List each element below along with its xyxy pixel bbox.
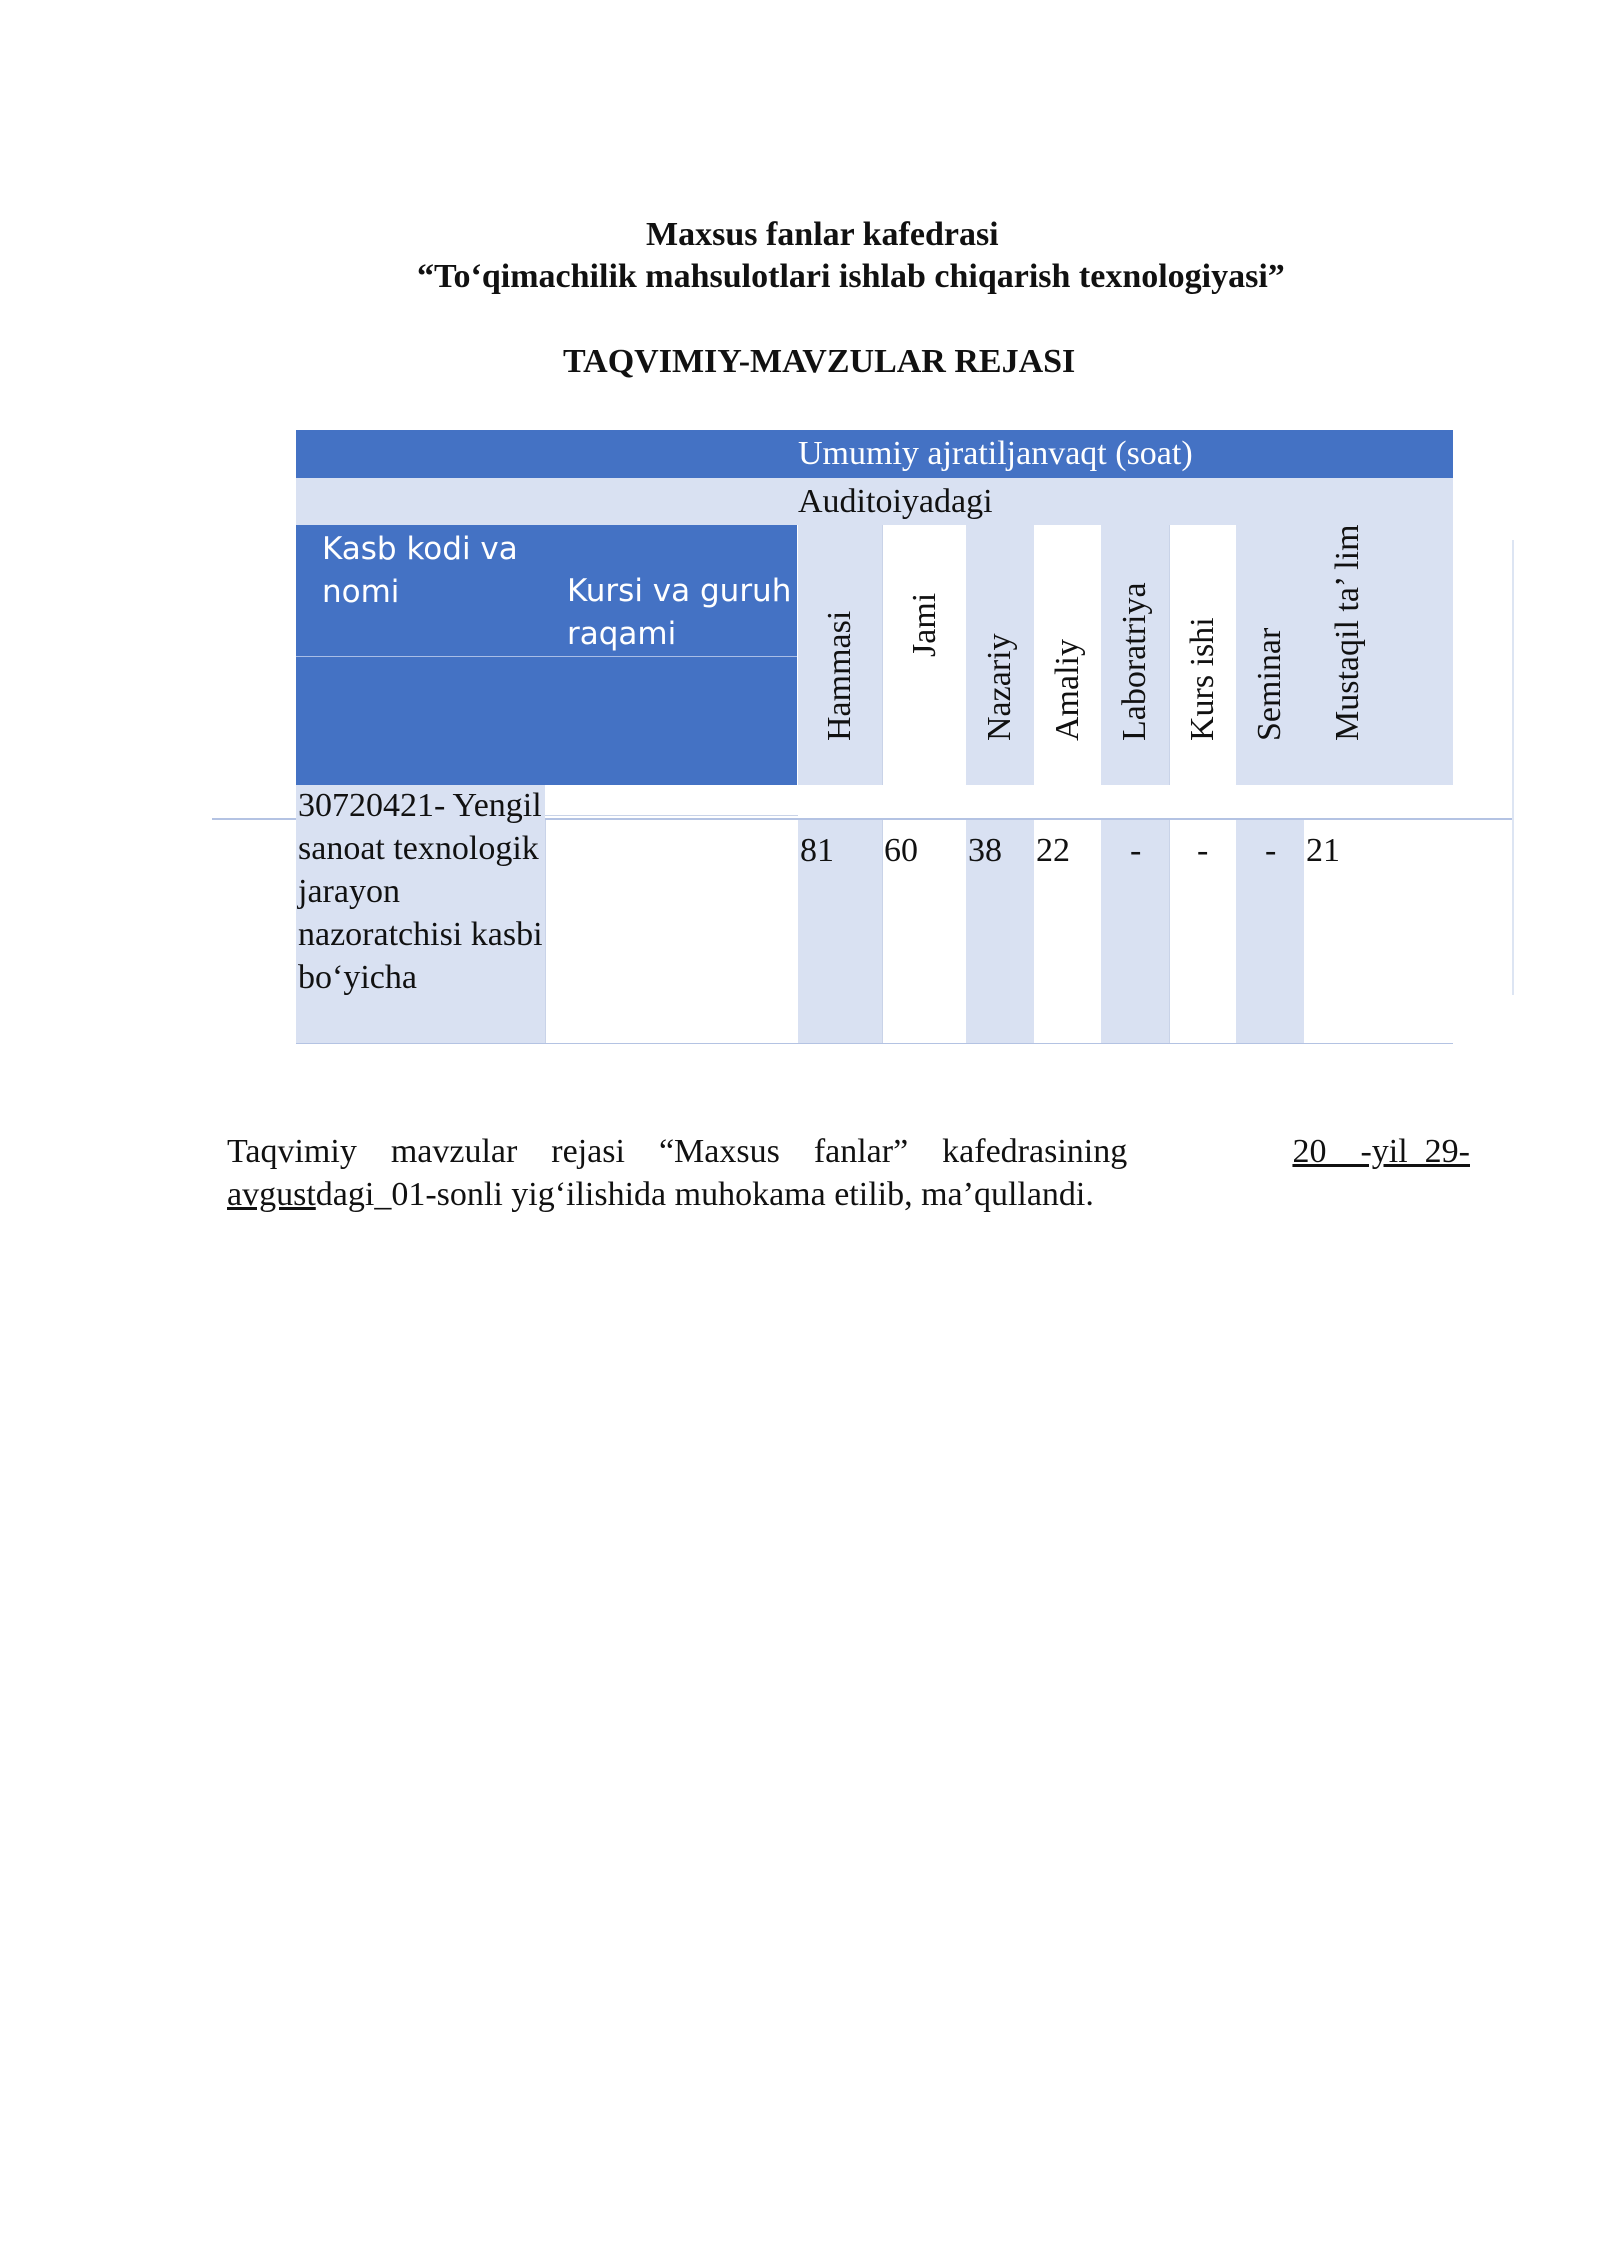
table-bottom-rule (296, 1043, 1453, 1044)
specialty-title: “To‘qimachilik mahsulotlari ishlab chiqarish texnologiyasi” (417, 258, 1285, 295)
col-mustaqil (1304, 525, 1453, 785)
value-hammasi: 81 (800, 832, 834, 869)
value-seminar: - (1265, 832, 1277, 869)
course-cell (545, 820, 798, 1043)
col-profession-header: Kasb kodi va nomi (322, 531, 518, 610)
col-seminar (1236, 525, 1304, 785)
col-kurs-ishi (1169, 525, 1236, 785)
profession-text: 30720421- Yengil sanoat texnologik jarayon nazoratchisi kasbi bo‘yicha (298, 787, 543, 996)
col-label: Kurs ishi (1184, 617, 1221, 741)
col-nazariy (966, 525, 1034, 785)
sub-header: Auditoiyadagi (798, 483, 993, 520)
plan-title: TAQVIMIY-MAVZULAR REJASI (563, 343, 1076, 380)
table-right-edge (1512, 540, 1514, 995)
approval-line-2 (227, 1173, 1470, 1216)
approval-date-a: 20__-yil 29- (1292, 1133, 1470, 1170)
department-title: Maxsus fanlar kafedrasi (646, 216, 999, 253)
col-jami (882, 525, 966, 785)
value-jami: 60 (884, 832, 918, 869)
value-mustaqil: 21 (1306, 832, 1340, 869)
value-kurs-ishi: - (1197, 832, 1209, 869)
course-spacer (545, 785, 798, 816)
approval-line-1 (227, 1130, 1470, 1173)
group-header: Umumiy ajratiljanvaqt (soat) (798, 435, 1193, 472)
col-label: Jami (905, 592, 943, 657)
col-label: Nazariy (981, 633, 1018, 741)
col-hammasi (798, 525, 882, 785)
value-nazariy: 38 (968, 832, 1002, 869)
col-label: Seminar (1251, 627, 1288, 741)
col-laboratriya (1101, 525, 1169, 785)
schedule-table (0, 0, 1600, 1100)
col-label: Laboratriya (1116, 582, 1153, 741)
col-label: Hammasi (821, 610, 858, 741)
value-amaliy: 22 (1036, 832, 1070, 869)
approval-text-a: Taqvimiy mavzular rejasi “Maxsus fanlar” kafedrasining (227, 1133, 1162, 1170)
col-label: Amaliy (1048, 639, 1086, 741)
approval-text-b: dagi_01-sonli yig‘ilishida muhokama etilib, ma’qullandi. (315, 1176, 1094, 1213)
approval-paragraph (227, 1130, 1470, 1216)
col-course-header: Kursi va guruh raqami (567, 573, 792, 652)
col-amaliy (1034, 525, 1101, 785)
approval-date-b: avgust (227, 1176, 316, 1213)
col-label: Mustaqil ta’ lim (1329, 524, 1366, 741)
value-laboratriya: - (1130, 832, 1142, 869)
header-divider (296, 656, 797, 657)
